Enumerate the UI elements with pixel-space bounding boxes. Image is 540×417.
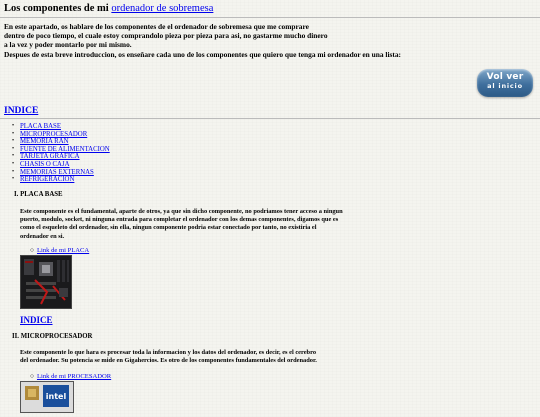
bullet-icon: ○ [30,373,34,380]
back-to-index-link[interactable]: INDICE [20,315,53,325]
bullet-icon: ○ [30,247,34,254]
section-text-line: ordenador en si. [20,232,65,240]
section-text-line: Este componente lo que hara es procesar toda la informacion y los datos del ordenador, es decir, es el cerebro [20,349,317,356]
back-to-top-sublabel: al inicio [487,82,523,90]
index-item [12,123,110,131]
back-to-top-button[interactable] [477,69,533,97]
index-link-fuente[interactable]: FUENTE DE ALIMENTACION [20,145,110,153]
section-text-line: del ordenador. Su potencia se mide en Gigahercios. Es otro de los componentes fundamentales del ordenador. [20,357,317,365]
index-link-chasis[interactable]: CHASIS O CAJA [20,160,70,168]
index-link-refrigeracion[interactable]: REFRIGERACION [20,176,75,184]
section-text-placa-base [20,208,343,241]
section-title-placa-base [14,191,63,198]
intro-line: En este apartado, os hablare de los componentes de el ordenador de sobremesa que me comprare [4,22,309,31]
index-item [12,176,110,184]
page-title-prefix: Los componentes de mi [4,3,112,14]
link-item [30,373,111,380]
processor-icon [21,382,73,412]
page-title-link[interactable]: ordenador de sobremesa [111,3,214,14]
index-link-microprocesador[interactable]: MICROPROCESADOR [20,130,88,138]
section-title-microprocesador [12,333,92,340]
motherboard-icon [21,256,71,308]
back-to-index [20,315,53,325]
intro-line: dentro de poco tiempo, el cuale estoy comprandolo pieza por pieza para asi, no gastarme mucho dinero [4,31,328,41]
link-mi-placa[interactable]: Link de mi PLACA [36,247,90,254]
index-link-placa-base[interactable]: PLACA BASE [20,123,61,130]
section-number: II. [12,333,19,340]
intro-line: Despues de esta breve introduccion, os enseñare cada uno de los componentes que quiero que tenga mi ordenador en una lista: [4,49,401,59]
index-link-memorias-externas[interactable]: MEMORIAS EXTERNAS [20,168,94,176]
section-text-line: Este componente es el fundamental, aparte de otros, ya que sin dicho componente, no podriamos tener acceso a ningun [20,208,343,215]
index-item [12,161,110,169]
index-item [12,131,110,139]
index-item [12,169,110,177]
divider [0,118,540,119]
section-title-text: MICROPROCESADOR [20,333,93,340]
section-text-line: como el esqueleto del ordenador, sin ella, ningun componente podria estar conectado por tanto, no existiria el [20,224,317,232]
index-item [12,146,110,154]
motherboard-image [20,255,72,309]
index-heading-link[interactable]: INDICE [4,106,39,116]
divider [0,17,540,18]
cpu-brand-label: intel [45,392,67,401]
section-text-microprocesador [20,349,317,365]
index-link-memoria-ram[interactable]: MEMORIA RAN [20,138,69,146]
page-title [4,3,213,14]
index-item [12,153,110,161]
section-number: I. [14,191,19,198]
intro-text [4,22,401,59]
index-item [12,138,110,146]
index-list [12,123,110,184]
processor-image [20,381,74,413]
back-to-top-label: Vol ver [486,72,524,82]
section-title-text: PLACA BASE [20,191,63,198]
intro-line: a la vez y poder montarlo por mi mismo. [4,40,132,50]
section-text-line: puerto, modulo, socket, ni ninguna entrada para completar el ordenador con los demas componentes, digamos que es [20,216,339,224]
link-mi-procesador[interactable]: Link de mi PROCESADOR [36,373,112,380]
link-item [30,247,89,254]
index-link-tarjeta-grafica[interactable]: TARJETA GRAFICA [20,153,80,161]
index-heading [4,106,38,116]
